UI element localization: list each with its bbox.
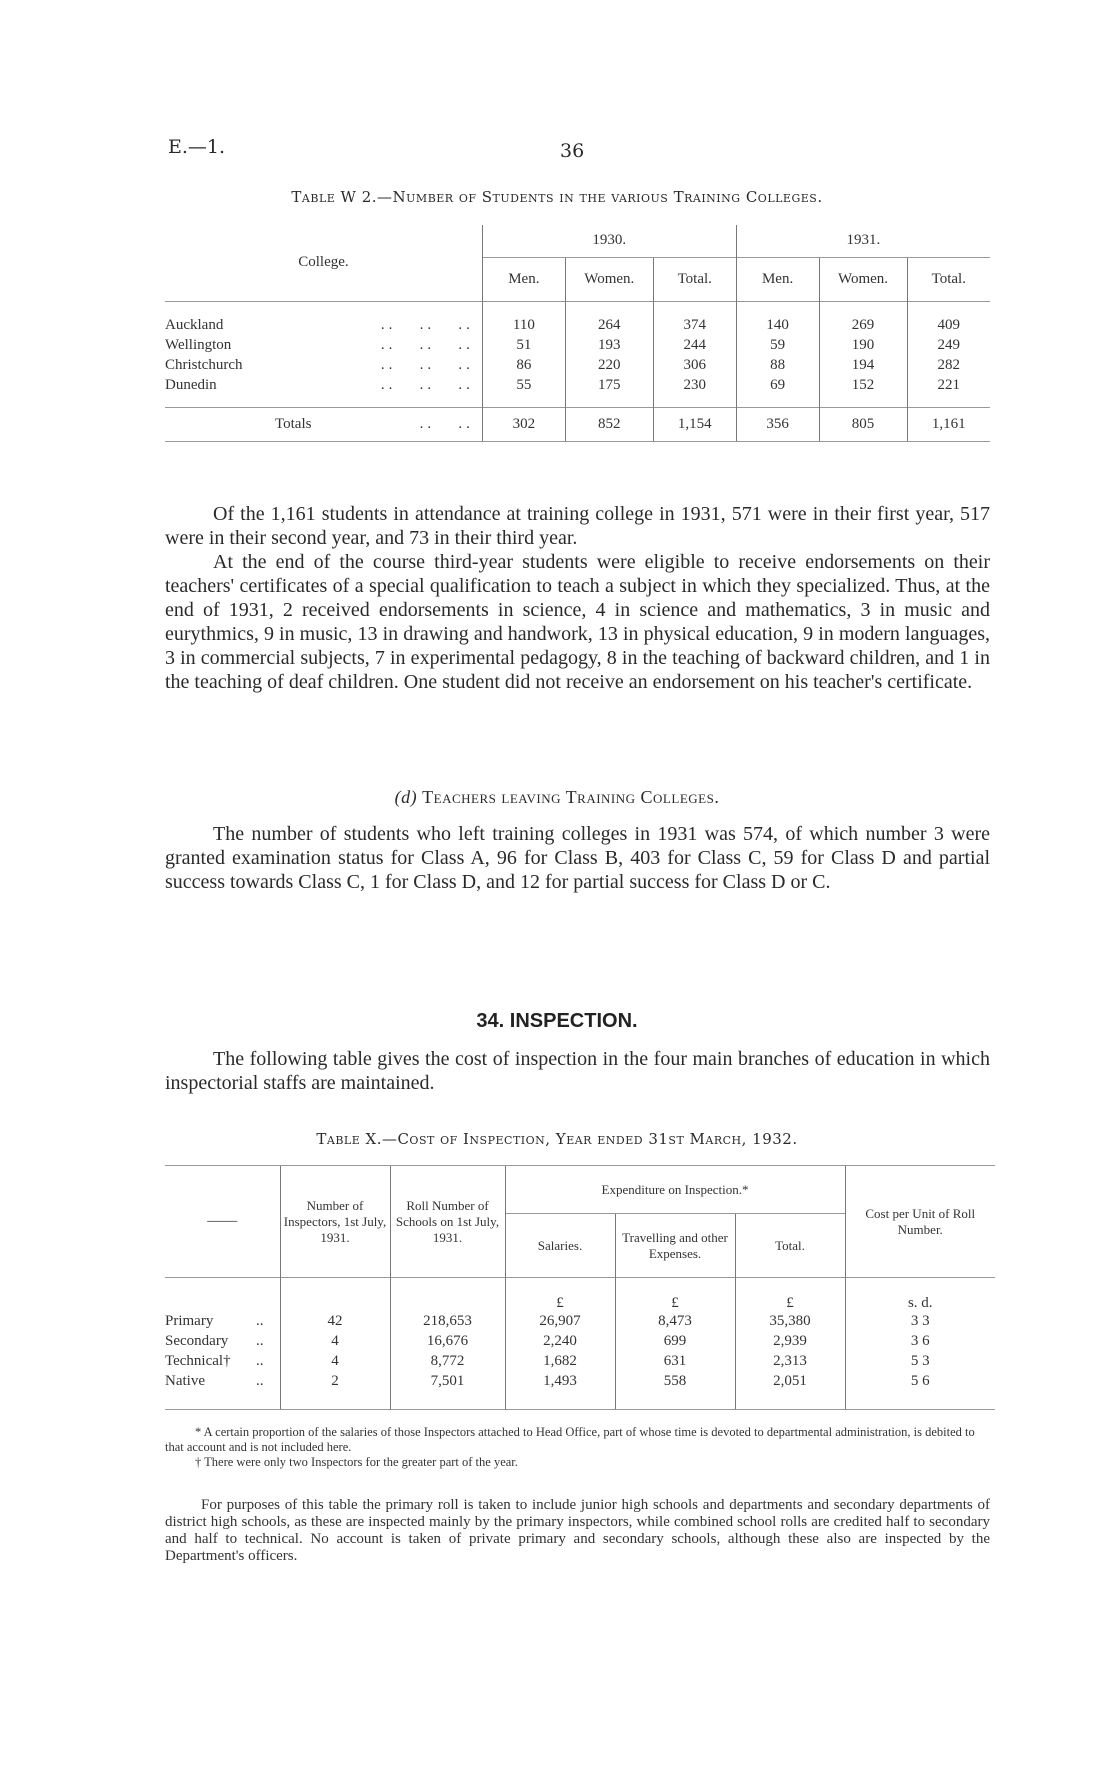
table-cell: 558 [615, 1372, 735, 1392]
year-1931-header: 1931. [736, 225, 990, 257]
table-cell: 2,939 [735, 1332, 845, 1352]
footnote: † There were only two Inspectors for the greater part of the year. [195, 1455, 518, 1469]
branch-name: Native [165, 1373, 205, 1389]
section-34-title: 34. INSPECTION. [476, 1010, 638, 1032]
teachers-leaving-text [165, 822, 990, 894]
table-cell: 4 [280, 1352, 390, 1372]
women-1931-header: Women. [819, 257, 907, 301]
unit-pound: £ [505, 1278, 615, 1312]
table-cell: 1,161 [907, 407, 990, 441]
table-cell: 306 [653, 355, 736, 375]
travelling-column-header: Travelling and other Expenses. [615, 1214, 735, 1278]
table-x-caption: Table X.—Cost of Inspection, Year ended 31st March, 1932. [316, 1130, 798, 1148]
table-cell: 374 [653, 315, 736, 335]
expenditure-column-header: Expenditure on Inspection.* [505, 1166, 845, 1214]
table-cell: 409 [907, 315, 990, 335]
table-cell: 5 3 [845, 1352, 995, 1372]
inspectors-column-header: Number of Inspectors, 1st July, 1931. [280, 1166, 390, 1278]
total-1931-header: Total. [907, 257, 990, 301]
table-cell: 59 [736, 335, 819, 355]
training-colleges-text [165, 502, 990, 694]
branch-name: Primary [165, 1313, 214, 1329]
table-w2 [165, 225, 990, 442]
table-cell: 51 [482, 335, 565, 355]
table-cell: 1,682 [505, 1352, 615, 1372]
table-cell: 8,772 [390, 1352, 505, 1372]
table-cell: 88 [736, 355, 819, 375]
subsection-title: Teachers leaving Training Colleges. [422, 787, 720, 807]
row-label-header: —— [165, 1166, 280, 1278]
table-cell: 190 [819, 335, 907, 355]
paragraph: The number of students who left training colleges in 1931 was 574, of which number 3 were granted examination status for Class A, 96 for Class B, 403 for Class C, 59 for Class D and partial success towards Class C, 1 for Class D, and 12 for partial success for Class D or C. [165, 823, 990, 893]
table-cell: 69 [736, 375, 819, 395]
branch-name: Technical† [165, 1353, 231, 1369]
table-cell: 1,154 [653, 407, 736, 441]
table-cell: 4 [280, 1332, 390, 1352]
table-w2-caption: Table W 2.—Number of Students in the various Training Colleges. [291, 188, 823, 206]
table-cell: 2,240 [505, 1332, 615, 1352]
men-1930-header: Men. [482, 257, 565, 301]
table-cell: 175 [565, 375, 653, 395]
footnote: * A certain proportion of the salaries of those Inspectors attached to Head Office, part of whose time is devoted to departmental administration, is debited to that account and is not included here. [165, 1425, 975, 1454]
table-cell: 852 [565, 407, 653, 441]
table-x [165, 1165, 995, 1410]
footnotes [165, 1425, 990, 1470]
men-1931-header: Men. [736, 257, 819, 301]
table-row: Wellington .. .. .. 51 193 244 59 190 249 [165, 335, 990, 355]
totals-label: Totals [165, 407, 317, 441]
table-row: Secondary .. 4 16,676 2,240 699 2,939 3 6 [165, 1332, 995, 1352]
college-name: Wellington [165, 336, 232, 353]
subsection-label: (d) [394, 787, 418, 807]
totals-row: Totals .. .. 302 852 1,154 356 805 1,161 [165, 407, 990, 441]
table-cell: 193 [565, 335, 653, 355]
table-cell: 8,473 [615, 1312, 735, 1332]
table-cell: 55 [482, 375, 565, 395]
paragraph: Of the 1,161 students in attendance at training college in 1931, 571 were in their first year, 517 were in their second year, and 73 in their third year. [165, 503, 990, 549]
unit-pound: £ [735, 1278, 845, 1312]
table-cell: 2,051 [735, 1372, 845, 1392]
table-cell: 16,676 [390, 1332, 505, 1352]
table-cell: 152 [819, 375, 907, 395]
table-cell: 302 [482, 407, 565, 441]
table-cell: 805 [819, 407, 907, 441]
table-cell: 218,653 [390, 1312, 505, 1332]
paragraph: The following table gives the cost of inspection in the four main branches of education in which inspectorial staffs are maintained. [165, 1048, 990, 1094]
table-cell: 244 [653, 335, 736, 355]
total-1930-header: Total. [653, 257, 736, 301]
unit-pound: £ [615, 1278, 735, 1312]
total-column-header: Total. [735, 1214, 845, 1278]
table-row: Christchurch .. .. .. 86 220 306 88 194 282 [165, 355, 990, 375]
table-cell: 631 [615, 1352, 735, 1372]
page-number: 36 [560, 140, 585, 162]
college-name: Dunedin [165, 376, 217, 393]
table-cell: 221 [907, 375, 990, 395]
table-cell: 86 [482, 355, 565, 375]
table-cell: 3 6 [845, 1332, 995, 1352]
women-1930-header: Women. [565, 257, 653, 301]
roll-column-header: Roll Number of Schools on 1st July, 1931. [390, 1166, 505, 1278]
subsection-d-heading [0, 787, 1114, 808]
table-cell: 35,380 [735, 1312, 845, 1332]
table-cell: 26,907 [505, 1312, 615, 1332]
unit-shillings-pence: s. d. [845, 1278, 995, 1312]
college-name: Auckland [165, 316, 224, 333]
paragraph: At the end of the course third-year students were eligible to receive endorsements on their teachers' certificates of a special qualification to teach a subject in which they specialized. Thus, at the end of 1931, 2 received endorsements in science, 4 in science and mathematics, 3 in music and eurythmics, 9 in music, 13 in drawing and handwork, 13 in physical education, 9 in modern languages, 3 in commercial subjects, 7 in experimental pedagogy, 8 in the teaching of backward children, and 1 in the teaching of deaf children. One student did not receive an endorsement on his teacher's certificate. [165, 551, 990, 693]
table-cell: 42 [280, 1312, 390, 1332]
table-row: Native .. 2 7,501 1,493 558 2,051 5 6 [165, 1372, 995, 1392]
table-row: Auckland .. .. .. 110 264 374 140 269 409 [165, 315, 990, 335]
table-cell: 264 [565, 315, 653, 335]
table-cell: 356 [736, 407, 819, 441]
table-row: Technical† .. 4 8,772 1,682 631 2,313 5 3 [165, 1352, 995, 1372]
paragraph: For purposes of this table the primary roll is taken to include junior high schools and departments and secondary departments of district high schools, as these are inspected mainly by the primary inspectors, while combined school rolls are credited half to secondary and half to technical. No account is taken of private primary and secondary schools, although these also are inspected by the Department's officers. [165, 1497, 990, 1564]
table-cell: 3 3 [845, 1312, 995, 1332]
table-cell: 249 [907, 335, 990, 355]
cost-column-header: Cost per Unit of Roll Number. [845, 1166, 995, 1278]
branch-name: Secondary [165, 1333, 229, 1349]
document-code: E.—1. [168, 136, 226, 158]
inspection-intro-text [165, 1047, 990, 1095]
table-cell: 282 [907, 355, 990, 375]
table-cell: 140 [736, 315, 819, 335]
closing-paragraph [165, 1497, 990, 1565]
table-cell: 194 [819, 355, 907, 375]
table-cell: 110 [482, 315, 565, 335]
table-row: Dunedin .. .. .. 55 175 230 69 152 221 [165, 375, 990, 395]
table-cell: 699 [615, 1332, 735, 1352]
table-cell: 5 6 [845, 1372, 995, 1392]
college-column-header: College. [298, 254, 349, 271]
table-cell: 7,501 [390, 1372, 505, 1392]
table-cell: 269 [819, 315, 907, 335]
table-cell: 1,493 [505, 1372, 615, 1392]
table-cell: 230 [653, 375, 736, 395]
table-cell: 2,313 [735, 1352, 845, 1372]
college-name: Christchurch [165, 356, 243, 373]
table-row: Primary .. 42 218,653 26,907 8,473 35,380 3 3 [165, 1312, 995, 1332]
salaries-column-header: Salaries. [505, 1214, 615, 1278]
table-cell: 220 [565, 355, 653, 375]
table-cell: 2 [280, 1372, 390, 1392]
year-1930-header: 1930. [482, 225, 736, 257]
